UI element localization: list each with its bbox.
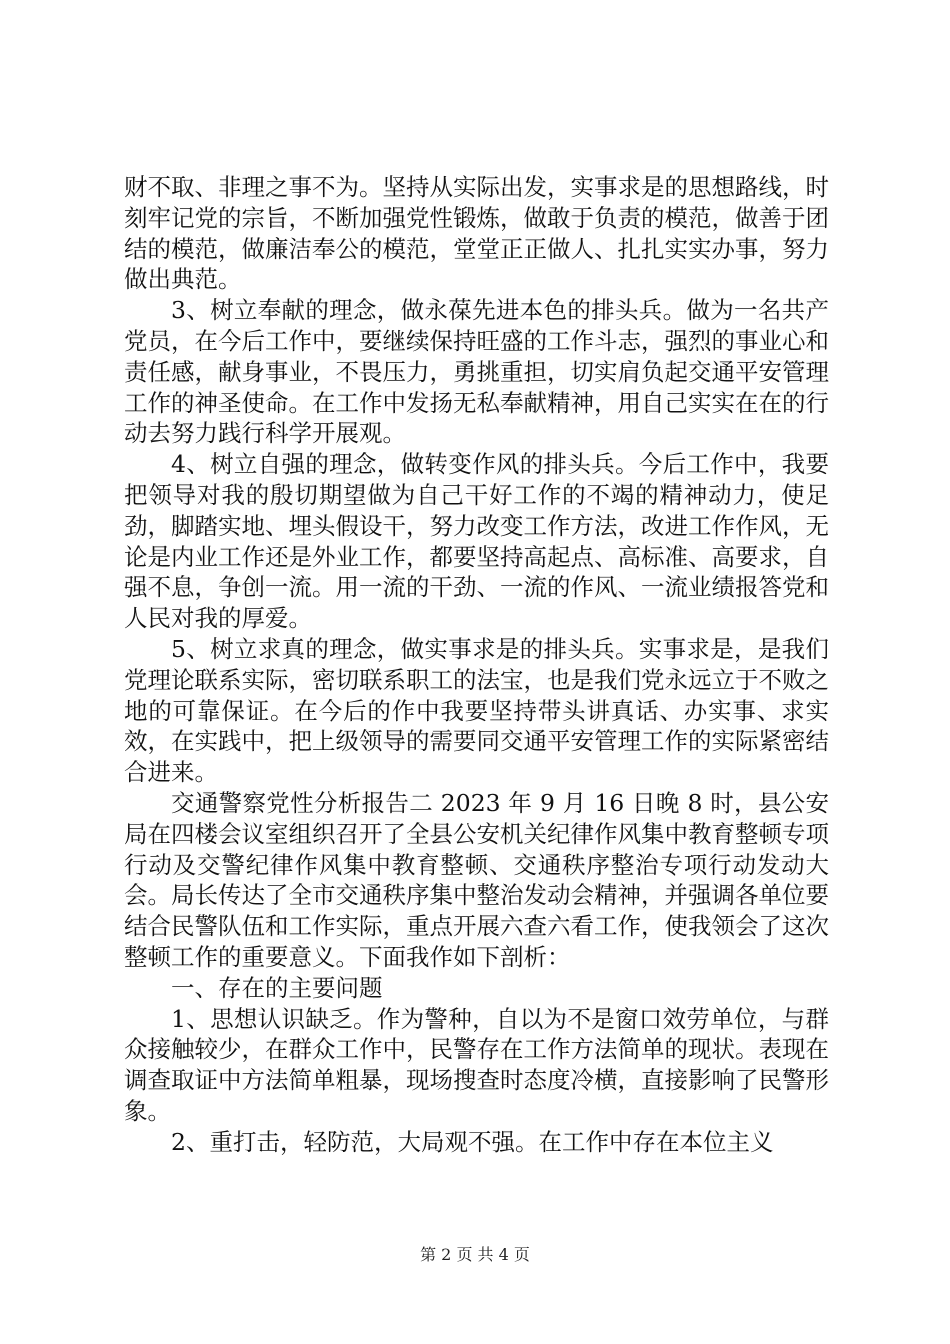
- page-footer: 第 2 页 共 4 页: [420, 1245, 530, 1264]
- paragraph-continued: 财不取、非理之事不为。坚持从实际出发，实事求是的思想路线，时刻牢记党的宗旨，不断加强党性锻炼，做敢于负责的模范，做善于团结的模范，做廉洁奉公的模范，堂堂正正做人、扎扎实实办事，努力做出典范。: [124, 173, 829, 294]
- paragraph-item-3: 3、树立奉献的理念，做永葆先进本色的排头兵。做为一名共产党员，在今后工作中，要继续保持旺盛的工作斗志，强烈的事业心和责任感，献身事业，不畏压力，勇挑重担，切实肩负起交通平安管理工作的神圣使命。在工作中发扬无私奉献精神，用自己实实在在的行动去努力践行科学开展观。: [124, 296, 829, 448]
- paragraph-report-two-intro: 交通警察党性分析报告二 2023 年 9 月 16 日晚 8 时，县公安局在四楼会议室组织召开了全县公安机关纪律作风集中教育整顿专项行动及交警纪律作风集中教育整顿、交通秩序整治专项行动发动大会。局长传达了全市交通秩序集中整治发动会精神，并强调各单位要结合民警队伍和工作实际，重点开展六查六看工作，使我领会了这次整顿工作的重要意义。下面我作如下剖析：: [124, 788, 829, 971]
- paragraph-problem-1: 1、思想认识缺乏。作为警种，自以为不是窗口效劳单位，与群众接触较少，在群众工作中，民警存在工作方法简单的现状。表现在调查取证中方法简单粗暴，现场搜查时态度冷横，直接影响了民警形象。: [124, 1004, 829, 1125]
- paragraph-item-4: 4、树立自强的理念，做转变作风的排头兵。今后工作中，我要把领导对我的殷切期望做为自己干好工作的不竭的精神动力，使足劲，脚踏实地、埋头假设干，努力改变工作方法，改进工作作风，无论是内业工作还是外业工作，都要坚持高起点、高标准、高要求，自强不息，争创一流。用一流的干劲、一流的作风、一流业绩报答党和人民对我的厚爱。: [124, 450, 829, 633]
- paragraph-problem-2: 2、重打击，轻防范，大局观不强。在工作中存在本位主义: [171, 1127, 774, 1156]
- document-body: [124, 172, 829, 1158]
- section-heading-main-problems: 一、存在的主要问题: [171, 973, 383, 1002]
- paragraph-item-5: 5、树立求真的理念，做实事求是的排头兵。实事求是，是我们党理论联系实际，密切联系职工的法宝，也是我们党永远立于不败之地的可靠保证。在今后的作中我要坚持带头讲真话、办实事、求实效，在实践中，把上级领导的需要同交通平安管理工作的实际紧密结合进来。: [124, 634, 829, 787]
